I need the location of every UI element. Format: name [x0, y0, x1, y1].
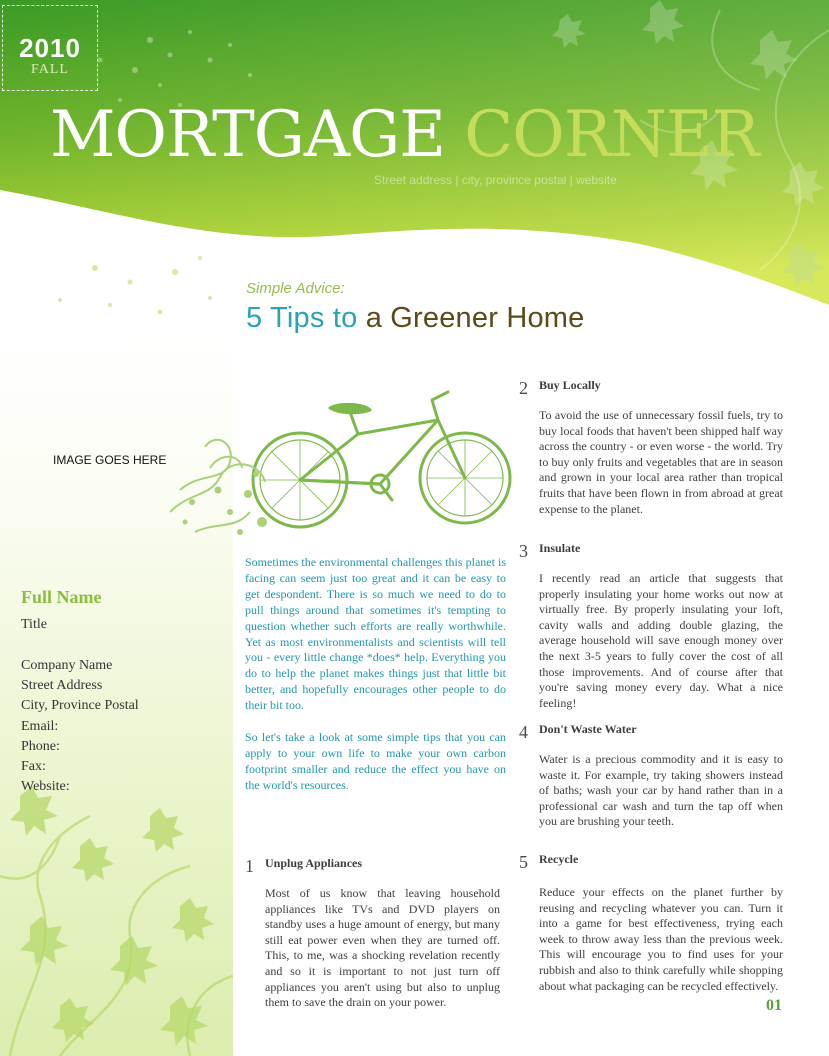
contact-company: Company Name [21, 658, 113, 673]
intro-paragraph: So let's take a look at some simple tips that you can apply to your own life to make your own carbon footprint smaller and reduce the effect you have on the world's resources. [245, 730, 506, 792]
tip-number: 1 [245, 856, 254, 876]
tip-body: Most of us know that leaving household appliances like TVs and DVD players on standby uses a huge amount of energy, but many still eat power even when they are turned off. This, to me, was a shocking revelation recently and so it is important to not just turn off appliances you aren't using but also to unplug them to save the drain on your power. [265, 886, 500, 1010]
page-number: 01 [766, 997, 782, 1014]
tip-title: Insulate [539, 541, 581, 555]
contact-block [21, 586, 221, 797]
tip-number: 3 [519, 541, 528, 561]
contact-title: Title [21, 617, 47, 632]
tip-body: Reduce your effects on the planet further by reusing and recycling whatever you can. Turn it into a game for best effectiveness, trying each week to throw away less than the previous week. This will encourage you to find uses for your rubbish and also to think carefully while shopping about what packaging can be recycled effectively. [539, 885, 783, 993]
headline-part-1: 5 Tips to [246, 302, 358, 334]
tip-body: I recently read an article that suggests that properly insulating your home works out now at virtually free. By properly insulating your loft, cavity walls and adding double glazing, the average household will save enough money over the next 3-5 years to fully cover the cost of all those improvements. And of course after that you're saving money every day. What a nice feeling! [539, 571, 783, 710]
tip-body: To avoid the use of unnecessary fossil fuels, try to buy local foods that haven't been shipped half way across the country - or even worse - the world. Try to buy only fruits and vegetables that are in season and grown in your local area rather than tropical fruits that have been flown in from abroad at great expense to the planet. [539, 408, 783, 516]
contact-email: Email: [21, 718, 59, 734]
tip-title: Buy Locally [539, 378, 601, 392]
tip-number: 5 [519, 852, 528, 872]
contact-full-name: Full Name [21, 587, 102, 607]
tip-recycle [519, 852, 784, 1022]
article-intro [245, 555, 506, 794]
issue-date-box [2, 5, 98, 91]
tip-title: Recycle [539, 852, 579, 866]
tip-number: 2 [519, 378, 528, 398]
tip-body: Water is a precious commodity and it is easy to waste it. For example, try taking showers instead of baths; wash your car by hand rather than in a professional car wash and turn the tap off when you are brushing your teeth. [539, 752, 783, 829]
tip-dont-waste-water [519, 722, 784, 852]
tip-unplug-appliances [245, 856, 500, 1036]
contact-website: Website: [21, 779, 70, 795]
contact-street: Street Address [21, 678, 103, 694]
issue-season: FALL [31, 62, 69, 77]
tip-insulate [519, 541, 784, 716]
article-kicker: Simple Advice: [246, 280, 345, 297]
tip-buy-locally [519, 378, 784, 538]
bicycle-illustration [170, 372, 515, 547]
header-banner [0, 0, 829, 330]
headline-part-2: a Greener Home [365, 302, 585, 334]
tip-number: 4 [519, 722, 528, 742]
contact-phone: Phone: [21, 738, 60, 754]
address-line: Street address | city, province postal | website [374, 173, 617, 187]
sidebar-floral-decoration [0, 756, 233, 1056]
masthead-word-2: CORNER [464, 98, 759, 172]
article-headline [246, 302, 584, 335]
contact-fax: Fax: [21, 759, 46, 775]
floral-swirls [170, 440, 265, 532]
tip-title: Don't Waste Water [539, 722, 637, 736]
intro-paragraph: Sometimes the environmental challenges this planet is facing can seem just too great and it can be easy to get despondent. There is so much we need to do to pull things around that sometimes it's tempting to question whether such efforts are really worthwhile. Yet as most environmentalists and scientists will tell you - every little change *does* help. Everything you do to help the planet makes things just that little bit better, and hopefully encourages other people to do their bit too. [245, 555, 506, 713]
contact-city: City, Province Postal [21, 698, 139, 714]
issue-year: 2010 [19, 33, 81, 63]
masthead-title [50, 97, 759, 173]
masthead-word-1: MORTGAGE [50, 98, 445, 172]
image-placeholder: IMAGE GOES HERE [53, 453, 167, 467]
contact-details [21, 656, 221, 797]
tip-title: Unplug Appliances [265, 856, 363, 870]
